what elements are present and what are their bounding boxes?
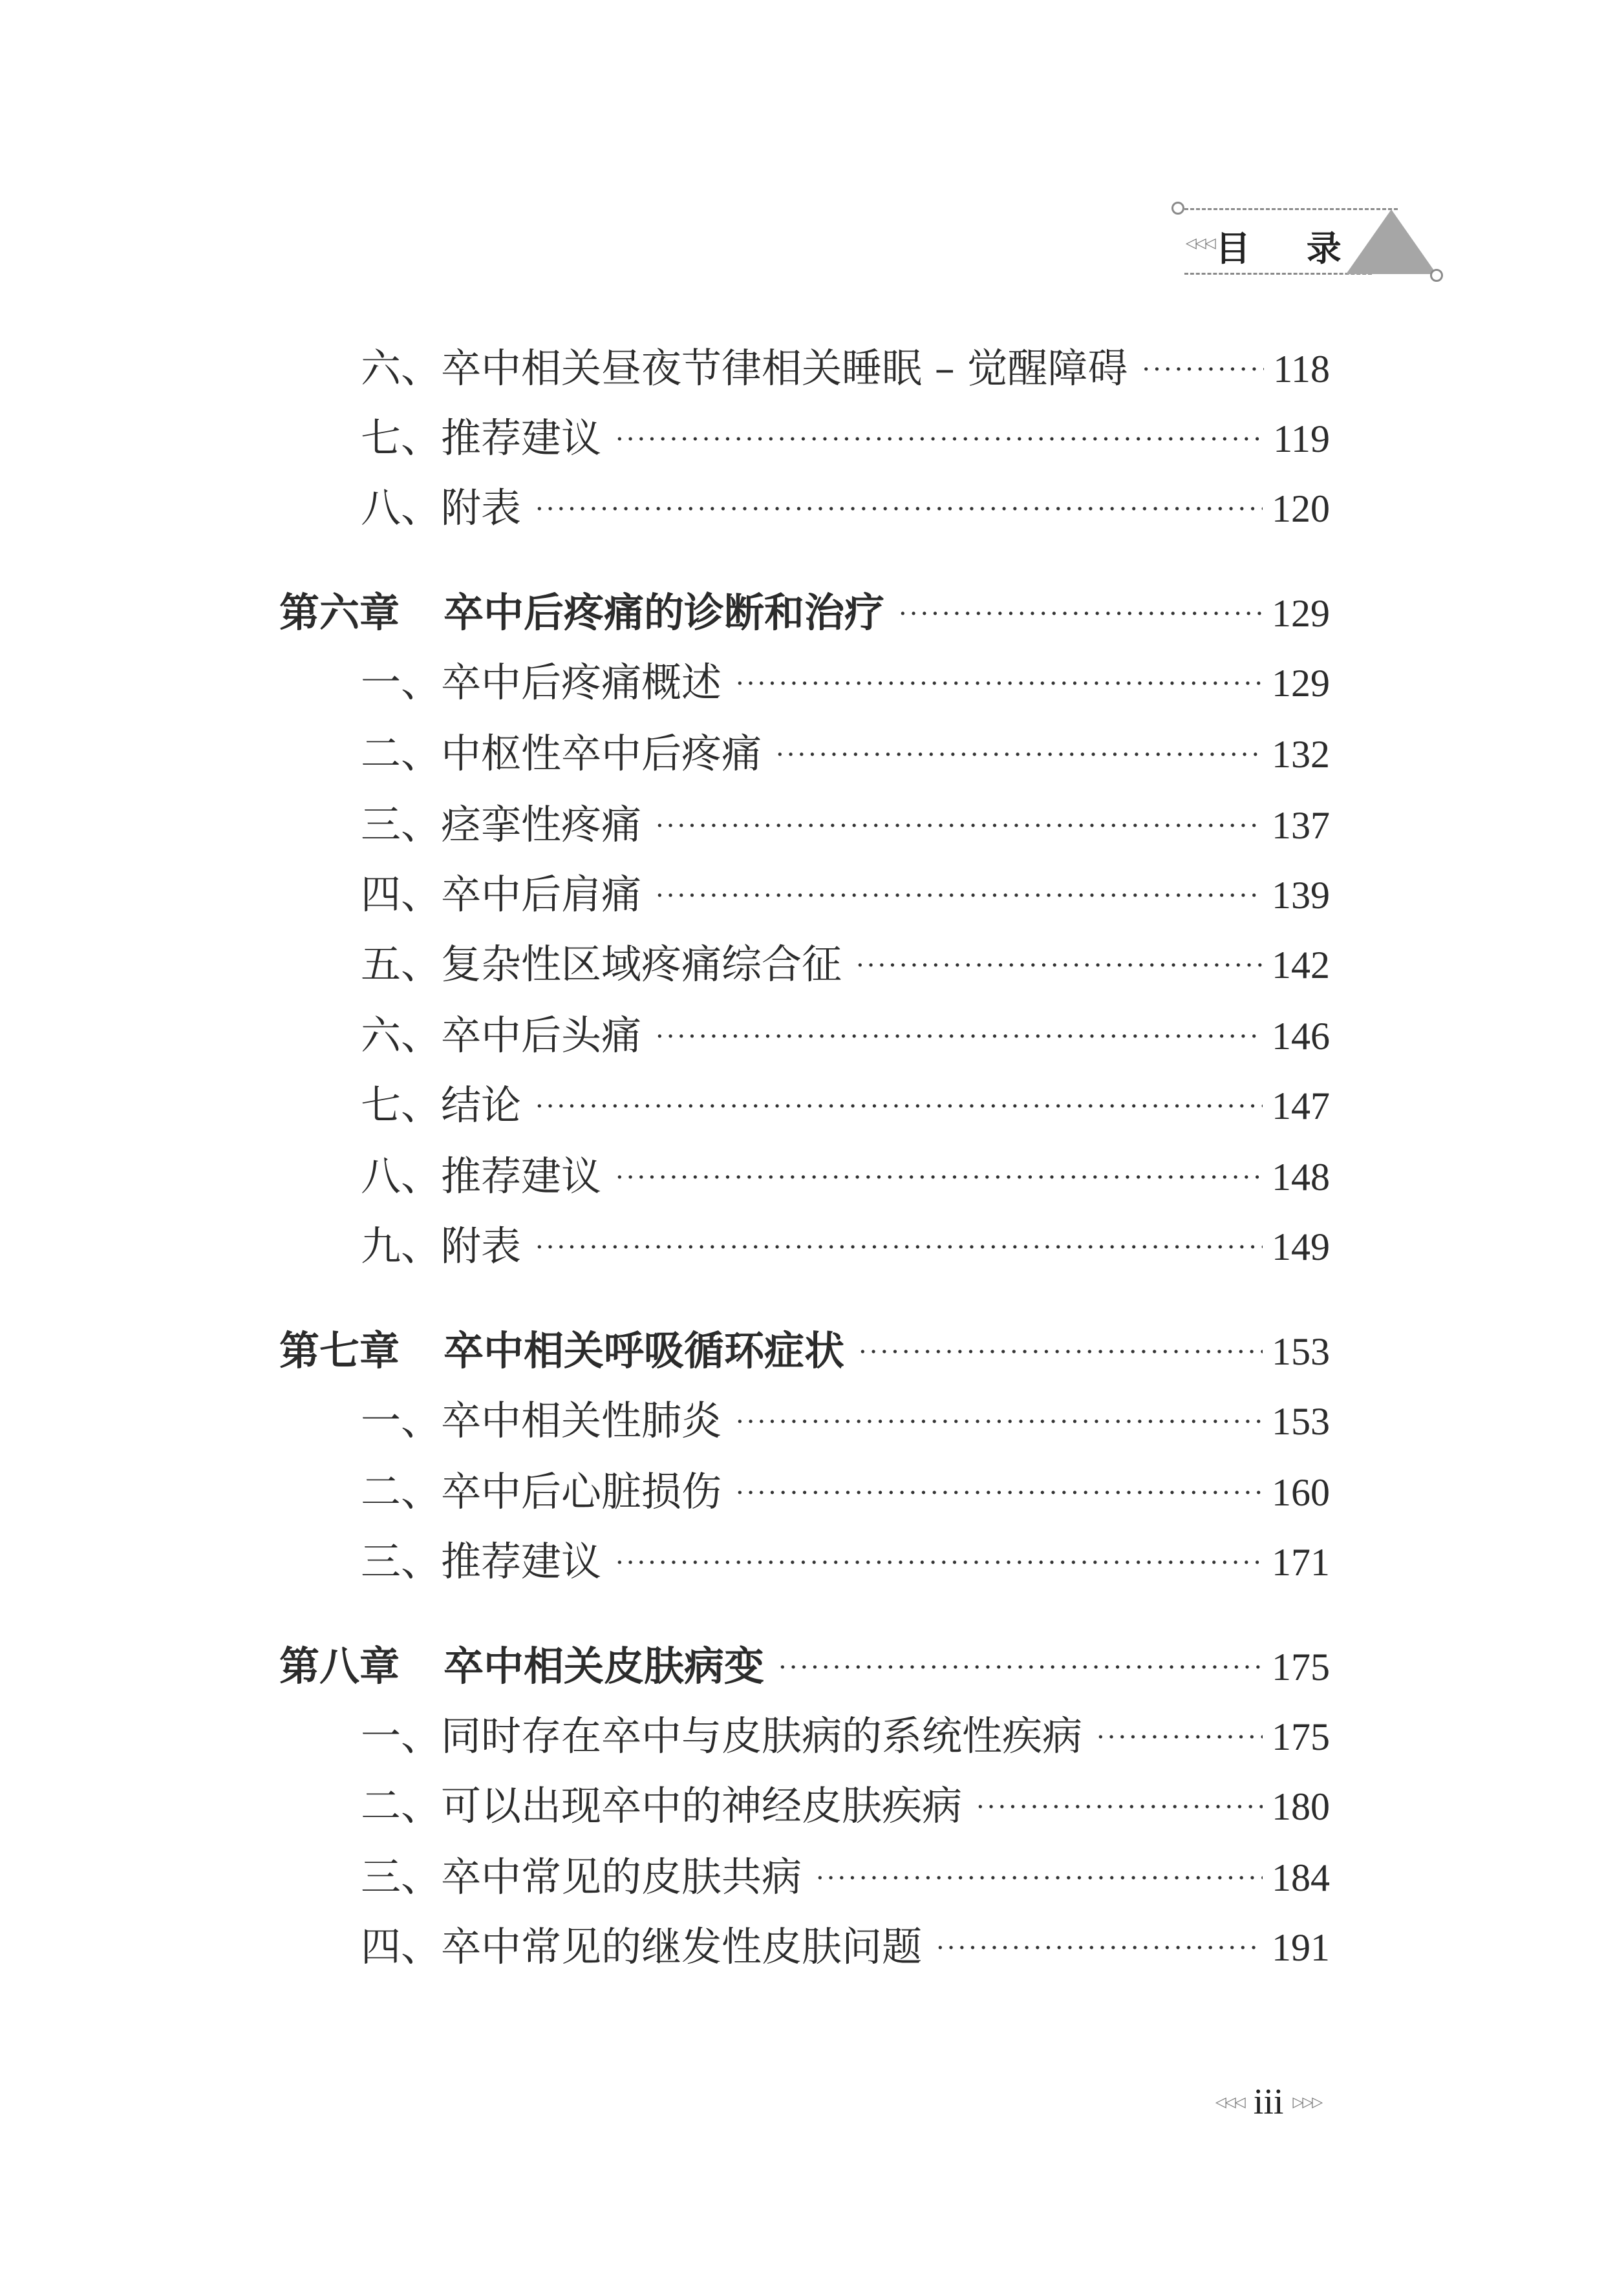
- toc-page-number: 153: [1272, 1330, 1330, 1373]
- toc-leader-dots: [656, 1022, 1263, 1052]
- toc-leader-dots: [656, 881, 1263, 911]
- toc-page-number: 142: [1272, 944, 1330, 986]
- toc-entry-label: 三、卒中常见的皮肤共病: [361, 1853, 802, 1900]
- toc-entry-label: 卒中相关呼吸循环症状: [444, 1327, 845, 1374]
- toc-page-number: 175: [1272, 1646, 1330, 1688]
- footer-right-arrows-icon: ▷▷▷: [1292, 2094, 1322, 2110]
- toc-entry-label: 一、卒中相关性肺炎: [361, 1397, 722, 1444]
- toc-section-entry[interactable]: [361, 1388, 1330, 1446]
- toc-entry-label: 二、中枢性卒中后疼痛: [361, 730, 762, 777]
- toc-leader-dots: [736, 1407, 1263, 1437]
- toc-chapter-entry[interactable]: [279, 1319, 1330, 1376]
- toc-leader-dots: [899, 599, 1263, 629]
- toc-chapter-number: 第七章: [279, 1327, 400, 1374]
- toc-entry-label: 卒中后疼痛的诊断和治疗: [444, 589, 885, 636]
- toc-leader-dots: [736, 669, 1263, 699]
- toc-chapter-title: [279, 580, 884, 638]
- toc-page-number: 132: [1272, 733, 1330, 776]
- toc-chapter-number: 第六章: [279, 589, 400, 636]
- toc-entry-label: 八、推荐建议: [361, 1153, 602, 1200]
- toc-entry-label: 三、痉挛性疼痛: [361, 801, 642, 848]
- toc-page-number: 180: [1272, 1785, 1330, 1828]
- page-footer: [1215, 2081, 1321, 2123]
- toc-page-number: 119: [1273, 418, 1330, 460]
- header-ring-right-icon: [1430, 269, 1443, 282]
- toc-section-entry[interactable]: [361, 1915, 1330, 1972]
- toc-section-entry[interactable]: [361, 650, 1330, 708]
- toc-entry-label: 三、推荐建议: [361, 1538, 602, 1585]
- toc-section-entry[interactable]: [361, 721, 1330, 779]
- toc-chapter-title: [279, 1319, 844, 1376]
- toc-entry-label: 四、卒中常见的继发性皮肤问题: [361, 1923, 923, 1970]
- toc-entry-label: 八、附表: [361, 484, 522, 531]
- toc-leader-dots: [736, 1478, 1263, 1508]
- toc-section-entry[interactable]: [361, 1460, 1330, 1517]
- running-header: [1171, 200, 1443, 284]
- toc-chapter-title: [279, 1634, 764, 1692]
- toc-entry-label: 二、可以出现卒中的神经皮肤疾病: [361, 1782, 963, 1829]
- toc-page-number: 160: [1272, 1471, 1330, 1514]
- toc-page-number: 171: [1272, 1541, 1330, 1584]
- toc-section-entry[interactable]: [361, 336, 1330, 394]
- toc-chapter-entry[interactable]: [279, 580, 1330, 638]
- toc-section-entry[interactable]: [361, 1704, 1330, 1761]
- toc-leader-dots: [535, 494, 1263, 524]
- toc-entry-label: 二、卒中后心脏损伤: [361, 1468, 722, 1515]
- toc-chapter-entry[interactable]: [279, 1634, 1330, 1692]
- toc-page-number: 129: [1272, 662, 1330, 705]
- toc-section-entry[interactable]: [361, 1003, 1330, 1061]
- toc-chapter-number: 第八章: [279, 1642, 400, 1690]
- toc-leader-dots: [1096, 1723, 1263, 1752]
- toc-leader-dots: [856, 951, 1263, 981]
- header-dashed-line-bottom: [1184, 273, 1372, 275]
- header-arrows-icon: ◁◁◁: [1186, 235, 1215, 251]
- footer-left-arrows-icon: ◁◁◁: [1215, 2094, 1245, 2110]
- toc-entry-label: 七、推荐建议: [361, 414, 602, 462]
- toc-section-entry[interactable]: [361, 862, 1330, 920]
- header-ring-icon: [1171, 202, 1184, 215]
- page-title: 目 录: [1215, 228, 1363, 269]
- toc-entry-label: 四、卒中后肩痛: [361, 871, 642, 918]
- toc-leader-dots: [776, 740, 1263, 770]
- toc-entry-label: 六、卒中相关昼夜节律相关睡眠 – 觉醒障碍: [361, 345, 1128, 392]
- toc-section-entry[interactable]: [361, 792, 1330, 850]
- toc-page-number: 129: [1272, 592, 1330, 635]
- toc-entry-label: 五、复杂性区域疼痛综合征: [361, 941, 842, 988]
- header-triangle-icon: [1346, 209, 1437, 274]
- toc-entry-label: 一、卒中后疼痛概述: [361, 659, 722, 706]
- toc-section-entry[interactable]: [361, 1774, 1330, 1831]
- toc-entry-label: 七、结论: [361, 1081, 522, 1129]
- toc-section-entry[interactable]: [361, 932, 1330, 990]
- toc-leader-dots: [778, 1653, 1263, 1683]
- toc-page-number: 175: [1272, 1716, 1330, 1758]
- toc-section-entry[interactable]: [361, 1214, 1330, 1271]
- toc-page-number: 146: [1272, 1015, 1330, 1058]
- toc-section-entry[interactable]: [361, 1529, 1330, 1587]
- toc-leader-dots: [1142, 355, 1264, 385]
- toc-page-number: 120: [1272, 487, 1330, 530]
- toc-page-number: 139: [1272, 874, 1330, 917]
- toc-entry-label: 一、同时存在卒中与皮肤病的系统性疾病: [361, 1712, 1083, 1759]
- toc-leader-dots: [535, 1092, 1263, 1121]
- toc-page-number: 153: [1272, 1400, 1330, 1443]
- toc-section-entry[interactable]: [361, 1144, 1330, 1202]
- toc-page-number: 118: [1273, 348, 1330, 390]
- toc-section-entry[interactable]: [361, 476, 1330, 533]
- toc-page-number: 137: [1272, 804, 1330, 847]
- toc-entry-label: 六、卒中后头痛: [361, 1012, 642, 1059]
- toc-section-entry[interactable]: [361, 1073, 1330, 1131]
- toc-page-number: 148: [1272, 1156, 1330, 1198]
- toc-page-number: 147: [1272, 1085, 1330, 1127]
- toc-entry-label: 九、附表: [361, 1222, 522, 1270]
- toc-leader-dots: [535, 1233, 1263, 1262]
- toc-leader-dots: [859, 1337, 1263, 1367]
- toc-leader-dots: [976, 1792, 1263, 1822]
- toc-section-entry[interactable]: [361, 1845, 1330, 1902]
- toc-leader-dots: [615, 1163, 1263, 1193]
- page-number: iii: [1253, 2082, 1284, 2122]
- toc-entry-label: 卒中相关皮肤病变: [444, 1642, 765, 1690]
- toc-leader-dots: [656, 811, 1263, 841]
- toc-leader-dots: [816, 1864, 1263, 1893]
- toc-page-number: 149: [1272, 1226, 1330, 1268]
- toc-leader-dots: [615, 425, 1264, 454]
- toc-leader-dots: [936, 1933, 1263, 1963]
- toc-page-number: 184: [1272, 1856, 1330, 1899]
- toc-leader-dots: [615, 1548, 1263, 1578]
- toc-section-entry[interactable]: [361, 406, 1330, 463]
- toc-page-number: 191: [1272, 1926, 1330, 1969]
